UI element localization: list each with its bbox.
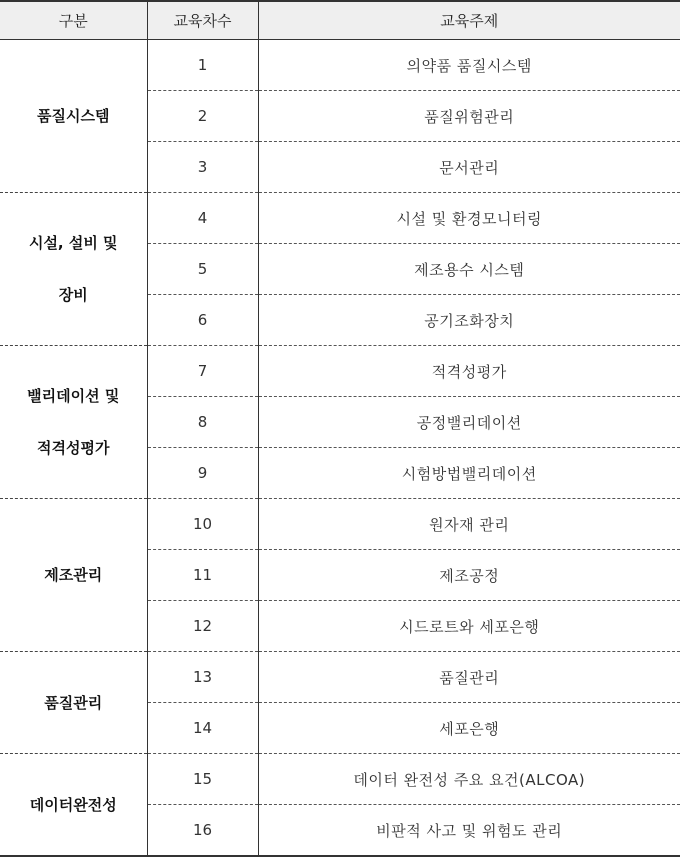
session-topic: 제조용수 시스템: [258, 244, 680, 295]
session-number: 14: [147, 703, 258, 754]
session-number: 6: [147, 295, 258, 346]
category-cell: [0, 193, 147, 346]
table-row: [0, 754, 680, 805]
session-topic: 문서관리: [258, 142, 680, 193]
category-label: 제조관리: [44, 566, 103, 584]
session-topic: 공정밸리데이션: [258, 397, 680, 448]
category-cell: [0, 499, 147, 652]
category-label-line-1: 시설, 설비 및: [28, 234, 118, 252]
session-topic: 제조공정: [258, 550, 680, 601]
category-label: 데이터완전성: [29, 795, 117, 814]
session-number: 11: [147, 550, 258, 601]
category-label: 품질시스템: [37, 107, 110, 125]
session-number: 3: [147, 142, 258, 193]
category-label-line-2: 적격성평가: [37, 439, 110, 457]
category-label: 품질관리: [44, 693, 103, 712]
category-cell: [0, 754, 147, 857]
session-topic: 의약품 품질시스템: [258, 40, 680, 91]
session-topic: 적격성평가: [258, 346, 680, 397]
session-topic: 세포은행: [258, 703, 680, 754]
session-number: 9: [147, 448, 258, 499]
session-topic: 품질위험관리: [258, 91, 680, 142]
session-number: 13: [147, 652, 258, 703]
header-session: 교육차수: [147, 1, 258, 40]
table-row: [0, 40, 680, 91]
session-number: 4: [147, 193, 258, 244]
header-category: 구분: [0, 1, 147, 40]
category-label-line-1: 밸리데이션 및: [27, 387, 120, 405]
session-number: 2: [147, 91, 258, 142]
session-number: 10: [147, 499, 258, 550]
header-row: [0, 1, 680, 40]
table-row: [0, 499, 680, 550]
category-label-line-2: 장비: [58, 286, 88, 304]
table-row: [0, 346, 680, 397]
table-row: [0, 193, 680, 244]
category-cell: [0, 346, 147, 499]
header-topic: 교육주제: [258, 1, 680, 40]
session-topic: 원자재 관리: [258, 499, 680, 550]
session-topic: 공기조화장치: [258, 295, 680, 346]
session-topic: 시험방법밸리데이션: [258, 448, 680, 499]
session-topic: 시드로트와 세포은행: [258, 601, 680, 652]
session-topic: 품질관리: [258, 652, 680, 703]
session-topic: 시설 및 환경모니터링: [258, 193, 680, 244]
session-topic: 데이터 완전성 주요 요건(ALCOA): [258, 754, 680, 805]
category-cell: [0, 652, 147, 754]
session-number: 5: [147, 244, 258, 295]
session-number: 15: [147, 754, 258, 805]
session-topic: 비판적 사고 및 위험도 관리: [258, 805, 680, 857]
session-number: 7: [147, 346, 258, 397]
session-number: 16: [147, 805, 258, 857]
session-number: 1: [147, 40, 258, 91]
session-number: 12: [147, 601, 258, 652]
table-row: [0, 652, 680, 703]
category-cell: [0, 40, 147, 193]
session-number: 8: [147, 397, 258, 448]
